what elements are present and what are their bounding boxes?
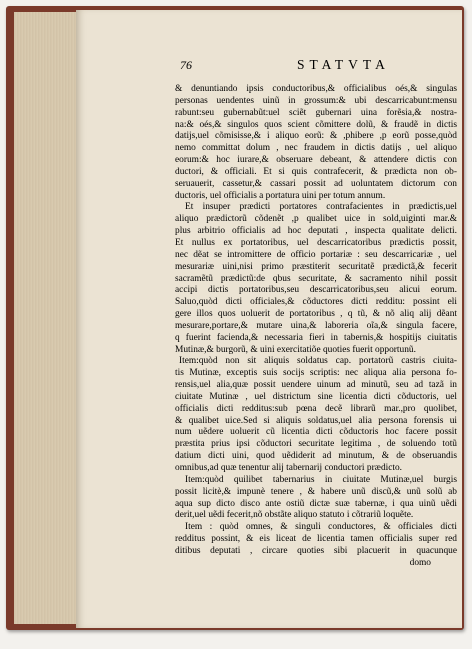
text-line: omnibus,ad quæ tenentur alij tabernarij conductori prædicto. (175, 463, 403, 473)
paragraph-start: Item:quòd quilibet tabernarius in ciuitate Mutinæ,uel burgis (185, 474, 457, 485)
text-line: rabunt:seu gubernabũt:uel sciẽt gubernari uina forẽsia,& nostra- (175, 107, 457, 118)
paragraph-start: Et insuper prædicti portatores contrafacientes in prædictis,uel (185, 202, 457, 213)
text-line: plus arbitrio officialis ad hoc deputati , inspecta qualitate delicti. (175, 226, 457, 237)
running-head (100, 55, 460, 83)
text-line: derit,uel uẽdi fecerit,nõ obstãte aliquo statuto i cõtrariũ loquẽte. (175, 510, 414, 521)
page-edges (14, 12, 77, 624)
text-line: datijs,uel cõmisisse,& i aliquo eorũ: & ,phibere ,p eorũ posse,quòd (175, 131, 457, 142)
text-line: ductori, & officiali. Et si quis contrafecerit, & prædicta non ob- (175, 166, 457, 177)
text-line: redditus possint, & eis liceat de licentia tamen officialis super red (175, 534, 457, 545)
text-line: præstita prius ipsi cõductori securitate legitima , de soluendo totũ (175, 439, 457, 450)
text-line: tis Mutinæ, exceptis suis socijs scriptis: nec aliqua alia persona fo- (175, 368, 457, 379)
paragraph-start: Item : quòd omnes, & singuli conductores, & officiales dicti (185, 522, 457, 533)
text-line: seruauerit, cassetur,& cassari possit ad uoluntatem dictorum con (175, 178, 457, 189)
text-line: officialis dicti redditus:sub pœna decẽ librarũ mar.,pro quolibet, (175, 403, 457, 414)
text-line: Mutinæ,& burgorũ, & uini exercitatiõe quoties fuerit opportunũ. (175, 344, 416, 355)
text-line: Saluo,quòd dicti officiales,& cõductores dicti redditu: possint eli (175, 297, 457, 308)
text-line: & qualibet uice.Sed si aliquis soldatus,uel alia persona forensis ui (175, 415, 457, 426)
text-line: nec dẽat se intromittere de officio portariæ : seu descarricariæ , uel (175, 249, 457, 260)
text-line: personas uendentes uinũ in grossum:& ubi descarricabunt:mensu (175, 95, 457, 106)
text-line: Et nullus ex portatoribus, uel descarricatoribus prædictis possit, (175, 237, 457, 248)
catchword: domo (409, 557, 431, 568)
text-line: & denuntiando ipsis conductoribus,& officialibus oés,& singulas (175, 84, 457, 94)
text-line: nemo committat dolum , nec fraudem in dictis datijs , uel aliquo (175, 143, 457, 154)
text-line: rensis,uel alia,quæ possit uendere uinum ad minutũ, seu ad tazã in (175, 380, 457, 391)
text-line: q fuerint facienda,& necessaria fieri in tabernis,& hospitijs ciuitatis (175, 332, 457, 343)
body-text (175, 84, 457, 570)
text-line: possit licitè,& impunè tenere , & habere unũ discũ,& unũ solũ ab (175, 486, 457, 497)
text-line: ductoris, uel officialis a portatura uini per totum annum. (175, 190, 386, 201)
text-line: aliquo prædictorũ cõdenẽt ,p qualibet uice in sold,uiginti mar.& (175, 214, 457, 225)
text-line: sacramẽtũ prædictũ:de qbus securitate, & sacramento nihil possit (175, 273, 457, 284)
text-line: eorum:& hoc iurare,& obseruare debeant, & attendere dictis con (175, 155, 457, 166)
text-line: mesurare,portare,& mutare uina,& laboreria oĩa,& singula facere, (175, 320, 457, 331)
paragraph-start: Item:quòd non sit aliquis soldatus cap. portatorũ castris ciuita- (179, 356, 457, 367)
text-line: na:& oés,& singulos quos scient cõmittere dolũ, & fraudẽ in dictis (175, 119, 457, 130)
page-number: 76 (180, 58, 192, 72)
text-line: mesurariæ uini,nisi primo præstiterit securitatẽ prædictã,& fecerit (175, 261, 457, 272)
text-line: accipi dictis portatoribus,seu descarricatoribus,seu alicui eorum. (175, 285, 457, 296)
text-line: ditibus deputati , circare quoties sibi placuerit in quacunque (175, 545, 457, 556)
text-line: gere illos quos uoluerit de portatoribus , q tũ, & nõ aliq alij dẽant (175, 309, 457, 320)
text-line: ciuitate Mutinæ , uel districtum sine licentia dicti cõductoris, uel (175, 391, 457, 402)
text-line: aqua sup dicto disco ante ostiũ dictæ suæ tabernæ, i qua uinũ uẽdi (175, 498, 457, 509)
text-line: datium dicti uini, quod uẽdiderit ad minutum, & de obseruandis (175, 451, 457, 462)
text-line: num uẽdere uoluerit cũ licentia dicti cõductoris hoc facere possit (175, 427, 457, 438)
running-title: STATVTA (297, 57, 390, 72)
